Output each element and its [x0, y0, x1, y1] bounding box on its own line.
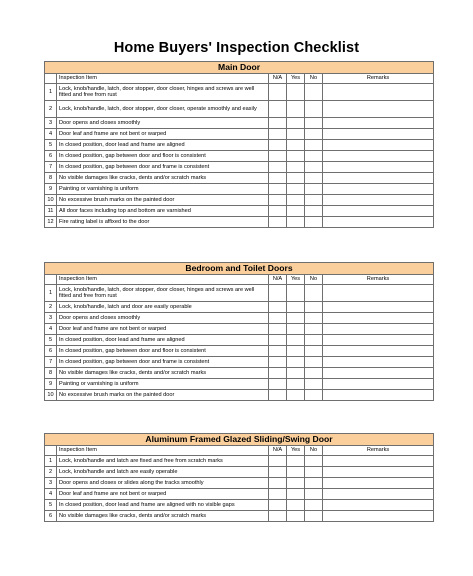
yes-cell[interactable] [287, 140, 305, 151]
row-item: In closed position, door lead and frame are aligned [57, 335, 269, 346]
no-cell[interactable] [305, 346, 323, 357]
remarks-cell[interactable] [323, 456, 434, 467]
row-number: 12 [45, 217, 57, 228]
section-header [45, 62, 434, 74]
row-item: Painting or varnishing is uniform [57, 379, 269, 390]
header-yes: Yes [287, 275, 305, 285]
no-cell[interactable] [305, 195, 323, 206]
row-number: 2 [45, 302, 57, 313]
no-cell[interactable] [305, 101, 323, 118]
no-cell[interactable] [305, 489, 323, 500]
table-row [45, 118, 434, 129]
na-cell[interactable] [269, 173, 287, 184]
header-inspection-item: Inspection Item [57, 74, 269, 84]
header-no: No [305, 74, 323, 84]
no-cell[interactable] [305, 368, 323, 379]
na-cell[interactable] [269, 184, 287, 195]
no-cell[interactable] [305, 302, 323, 313]
row-number: 5 [45, 140, 57, 151]
no-cell[interactable] [305, 206, 323, 217]
yes-cell[interactable] [287, 285, 305, 302]
row-number: 7 [45, 162, 57, 173]
table-row [45, 368, 434, 379]
no-cell[interactable] [305, 357, 323, 368]
no-cell[interactable] [305, 511, 323, 522]
row-item: No visible damages like cracks, dents and/or scratch marks [57, 173, 269, 184]
row-number: 2 [45, 467, 57, 478]
na-cell[interactable] [269, 390, 287, 401]
table-row [45, 346, 434, 357]
table-row [45, 390, 434, 401]
header-no: No [305, 446, 323, 456]
table-row [45, 151, 434, 162]
na-cell[interactable] [269, 335, 287, 346]
page-title: Home Buyers' Inspection Checklist [113, 40, 360, 56]
na-cell[interactable] [269, 151, 287, 162]
row-item: Door opens and closes smoothly [57, 118, 269, 129]
na-cell[interactable] [269, 285, 287, 302]
remarks-cell[interactable] [323, 489, 434, 500]
yes-cell[interactable] [287, 162, 305, 173]
row-number: 6 [45, 151, 57, 162]
remarks-cell[interactable] [323, 467, 434, 478]
row-item: In closed position, door lead and frame are aligned with no visible gaps [57, 500, 269, 511]
remarks-cell[interactable] [323, 313, 434, 324]
row-number: 9 [45, 379, 57, 390]
yes-cell[interactable] [287, 368, 305, 379]
remarks-cell[interactable] [323, 84, 434, 101]
no-cell[interactable] [305, 285, 323, 302]
row-number: 8 [45, 173, 57, 184]
na-cell[interactable] [269, 456, 287, 467]
header-inspection-item: Inspection Item [57, 446, 269, 456]
na-cell[interactable] [269, 500, 287, 511]
table-row [45, 511, 434, 522]
na-cell[interactable] [269, 324, 287, 335]
remarks-cell[interactable] [323, 346, 434, 357]
table-row [45, 140, 434, 151]
na-cell[interactable] [269, 84, 287, 101]
no-cell[interactable] [305, 84, 323, 101]
bedroom-toilet-doors-table [44, 262, 434, 401]
table-row [45, 84, 434, 101]
table-row [45, 302, 434, 313]
na-cell[interactable] [269, 118, 287, 129]
table-row [45, 335, 434, 346]
row-number: 1 [45, 285, 57, 302]
remarks-cell[interactable] [323, 324, 434, 335]
row-number: 10 [45, 390, 57, 401]
remarks-cell[interactable] [323, 368, 434, 379]
remarks-cell[interactable] [323, 390, 434, 401]
na-cell[interactable] [269, 162, 287, 173]
row-number: 10 [45, 195, 57, 206]
remarks-cell[interactable] [323, 357, 434, 368]
remarks-cell[interactable] [323, 184, 434, 195]
remarks-cell[interactable] [323, 302, 434, 313]
header-inspection-item: Inspection Item [57, 275, 269, 285]
yes-cell[interactable] [287, 489, 305, 500]
remarks-cell[interactable] [323, 285, 434, 302]
table-row [45, 467, 434, 478]
table-row [45, 500, 434, 511]
na-cell[interactable] [269, 379, 287, 390]
table-row [45, 129, 434, 140]
na-cell[interactable] [269, 511, 287, 522]
no-cell[interactable] [305, 173, 323, 184]
header-yes: Yes [287, 74, 305, 84]
row-number: 11 [45, 206, 57, 217]
no-cell[interactable] [305, 184, 323, 195]
na-cell[interactable] [269, 368, 287, 379]
header-na: N/A [269, 446, 287, 456]
row-item: No visible damages like cracks, dents and/or scratch marks [57, 511, 269, 522]
row-item: All door faces including top and bottom are varnished [57, 206, 269, 217]
yes-cell[interactable] [287, 346, 305, 357]
row-number: 2 [45, 101, 57, 118]
no-cell[interactable] [305, 467, 323, 478]
na-cell[interactable] [269, 206, 287, 217]
table-row [45, 195, 434, 206]
no-cell[interactable] [305, 313, 323, 324]
no-cell[interactable] [305, 140, 323, 151]
row-item: In closed position, gap between door and frame is consistent [57, 357, 269, 368]
row-number: 6 [45, 346, 57, 357]
remarks-cell[interactable] [323, 500, 434, 511]
no-cell[interactable] [305, 162, 323, 173]
aluminum-door-table [44, 433, 434, 522]
header-remarks: Remarks [323, 446, 434, 456]
yes-cell[interactable] [287, 195, 305, 206]
table-row [45, 456, 434, 467]
row-item: Door leaf and frame are not bent or warped [57, 489, 269, 500]
yes-cell[interactable] [287, 335, 305, 346]
row-item: No visible damages like cracks, dents and/or scratch marks [57, 368, 269, 379]
yes-cell[interactable] [287, 500, 305, 511]
row-item: In closed position, gap between door and floor is consistent [57, 346, 269, 357]
column-headers [45, 74, 434, 84]
na-cell[interactable] [269, 313, 287, 324]
header-no: No [305, 275, 323, 285]
no-cell[interactable] [305, 118, 323, 129]
yes-cell[interactable] [287, 302, 305, 313]
no-cell[interactable] [305, 500, 323, 511]
remarks-cell[interactable] [323, 173, 434, 184]
header-remarks: Remarks [323, 74, 434, 84]
na-cell[interactable] [269, 217, 287, 228]
row-number: 9 [45, 184, 57, 195]
yes-cell[interactable] [287, 478, 305, 489]
row-number: 8 [45, 368, 57, 379]
table-row [45, 324, 434, 335]
header-remarks: Remarks [323, 275, 434, 285]
row-item: Lock, knob/handle and latch are fixed and free from scratch marks [57, 456, 269, 467]
remarks-cell[interactable] [323, 335, 434, 346]
section-header [45, 434, 434, 446]
yes-cell[interactable] [287, 467, 305, 478]
section-title: Main Door [45, 62, 434, 74]
table-row [45, 173, 434, 184]
row-number: 7 [45, 357, 57, 368]
table-row [45, 357, 434, 368]
row-item: In closed position, door lead and frame are aligned [57, 140, 269, 151]
section-title: Aluminum Framed Glazed Sliding/Swing Door [45, 434, 434, 446]
na-cell[interactable] [269, 346, 287, 357]
row-number: 3 [45, 118, 57, 129]
na-cell[interactable] [269, 140, 287, 151]
row-number: 1 [45, 84, 57, 101]
header-yes: Yes [287, 446, 305, 456]
main-door-table [44, 61, 434, 228]
no-cell[interactable] [305, 335, 323, 346]
na-cell[interactable] [269, 302, 287, 313]
header-na: N/A [269, 275, 287, 285]
yes-cell[interactable] [287, 184, 305, 195]
table-row [45, 379, 434, 390]
remarks-cell[interactable] [323, 478, 434, 489]
column-headers [45, 446, 434, 456]
row-item: Door leaf and frame are not bent or warped [57, 324, 269, 335]
row-item: No excessive brush marks on the painted door [57, 195, 269, 206]
row-item: Door opens and closes smoothly [57, 313, 269, 324]
row-number: 5 [45, 335, 57, 346]
table-row [45, 217, 434, 228]
row-number: 1 [45, 456, 57, 467]
row-item: Door leaf and frame are not bent or warped [57, 129, 269, 140]
na-cell[interactable] [269, 478, 287, 489]
table-row [45, 162, 434, 173]
table-row [45, 489, 434, 500]
header-na: N/A [269, 74, 287, 84]
no-cell[interactable] [305, 478, 323, 489]
no-cell[interactable] [305, 217, 323, 228]
row-item: In closed position, gap between door and frame is consistent [57, 162, 269, 173]
row-number: 3 [45, 313, 57, 324]
yes-cell[interactable] [287, 379, 305, 390]
row-number: 4 [45, 489, 57, 500]
yes-cell[interactable] [287, 101, 305, 118]
remarks-cell[interactable] [323, 511, 434, 522]
remarks-cell[interactable] [323, 101, 434, 118]
remarks-cell[interactable] [323, 206, 434, 217]
row-item: No excessive brush marks on the painted door [57, 390, 269, 401]
yes-cell[interactable] [287, 173, 305, 184]
yes-cell[interactable] [287, 313, 305, 324]
yes-cell[interactable] [287, 217, 305, 228]
table-row [45, 184, 434, 195]
section-header [45, 263, 434, 275]
row-item: In closed position, gap between door and floor is consistent [57, 151, 269, 162]
table-row [45, 313, 434, 324]
table-row [45, 101, 434, 118]
yes-cell[interactable] [287, 84, 305, 101]
remarks-cell[interactable] [323, 162, 434, 173]
column-headers [45, 275, 434, 285]
row-item: Lock, knob/handle, latch, door stopper, door closer, operate smoothly and easily [57, 101, 269, 118]
no-cell[interactable] [305, 456, 323, 467]
row-number: 4 [45, 324, 57, 335]
na-cell[interactable] [269, 357, 287, 368]
remarks-cell[interactable] [323, 195, 434, 206]
yes-cell[interactable] [287, 357, 305, 368]
row-item: Lock, knob/handle, latch, door stopper, door closer, hinges and screws are well fitted and free from rust [57, 84, 269, 101]
remarks-cell[interactable] [323, 140, 434, 151]
na-cell[interactable] [269, 467, 287, 478]
no-cell[interactable] [305, 324, 323, 335]
na-cell[interactable] [269, 101, 287, 118]
row-item: Fire rating label is affixed to the door [57, 217, 269, 228]
row-number: 4 [45, 129, 57, 140]
yes-cell[interactable] [287, 206, 305, 217]
yes-cell[interactable] [287, 129, 305, 140]
table-row [45, 478, 434, 489]
remarks-cell[interactable] [323, 118, 434, 129]
no-cell[interactable] [305, 151, 323, 162]
yes-cell[interactable] [287, 456, 305, 467]
row-item: Lock, knob/handle, latch, door stopper, door closer, hinges and screws are well fitted and free from rust [57, 285, 269, 302]
no-cell[interactable] [305, 129, 323, 140]
row-item: Painting or varnishing is uniform [57, 184, 269, 195]
remarks-cell[interactable] [323, 217, 434, 228]
yes-cell[interactable] [287, 511, 305, 522]
row-item: Lock, knob/handle, latch and door are easily operable [57, 302, 269, 313]
row-number: 5 [45, 500, 57, 511]
no-cell[interactable] [305, 390, 323, 401]
yes-cell[interactable] [287, 390, 305, 401]
section-title: Bedroom and Toilet Doors [45, 263, 434, 275]
yes-cell[interactable] [287, 324, 305, 335]
no-cell[interactable] [305, 379, 323, 390]
row-item: Lock, knob/handle and latch are easily operable [57, 467, 269, 478]
yes-cell[interactable] [287, 151, 305, 162]
row-number: 6 [45, 511, 57, 522]
row-number: 3 [45, 478, 57, 489]
remarks-cell[interactable] [323, 129, 434, 140]
row-item: Door opens and closes or slides along the tracks smoothly [57, 478, 269, 489]
remarks-cell[interactable] [323, 379, 434, 390]
table-row [45, 206, 434, 217]
remarks-cell[interactable] [323, 151, 434, 162]
yes-cell[interactable] [287, 118, 305, 129]
na-cell[interactable] [269, 195, 287, 206]
table-row [45, 285, 434, 302]
na-cell[interactable] [269, 489, 287, 500]
na-cell[interactable] [269, 129, 287, 140]
